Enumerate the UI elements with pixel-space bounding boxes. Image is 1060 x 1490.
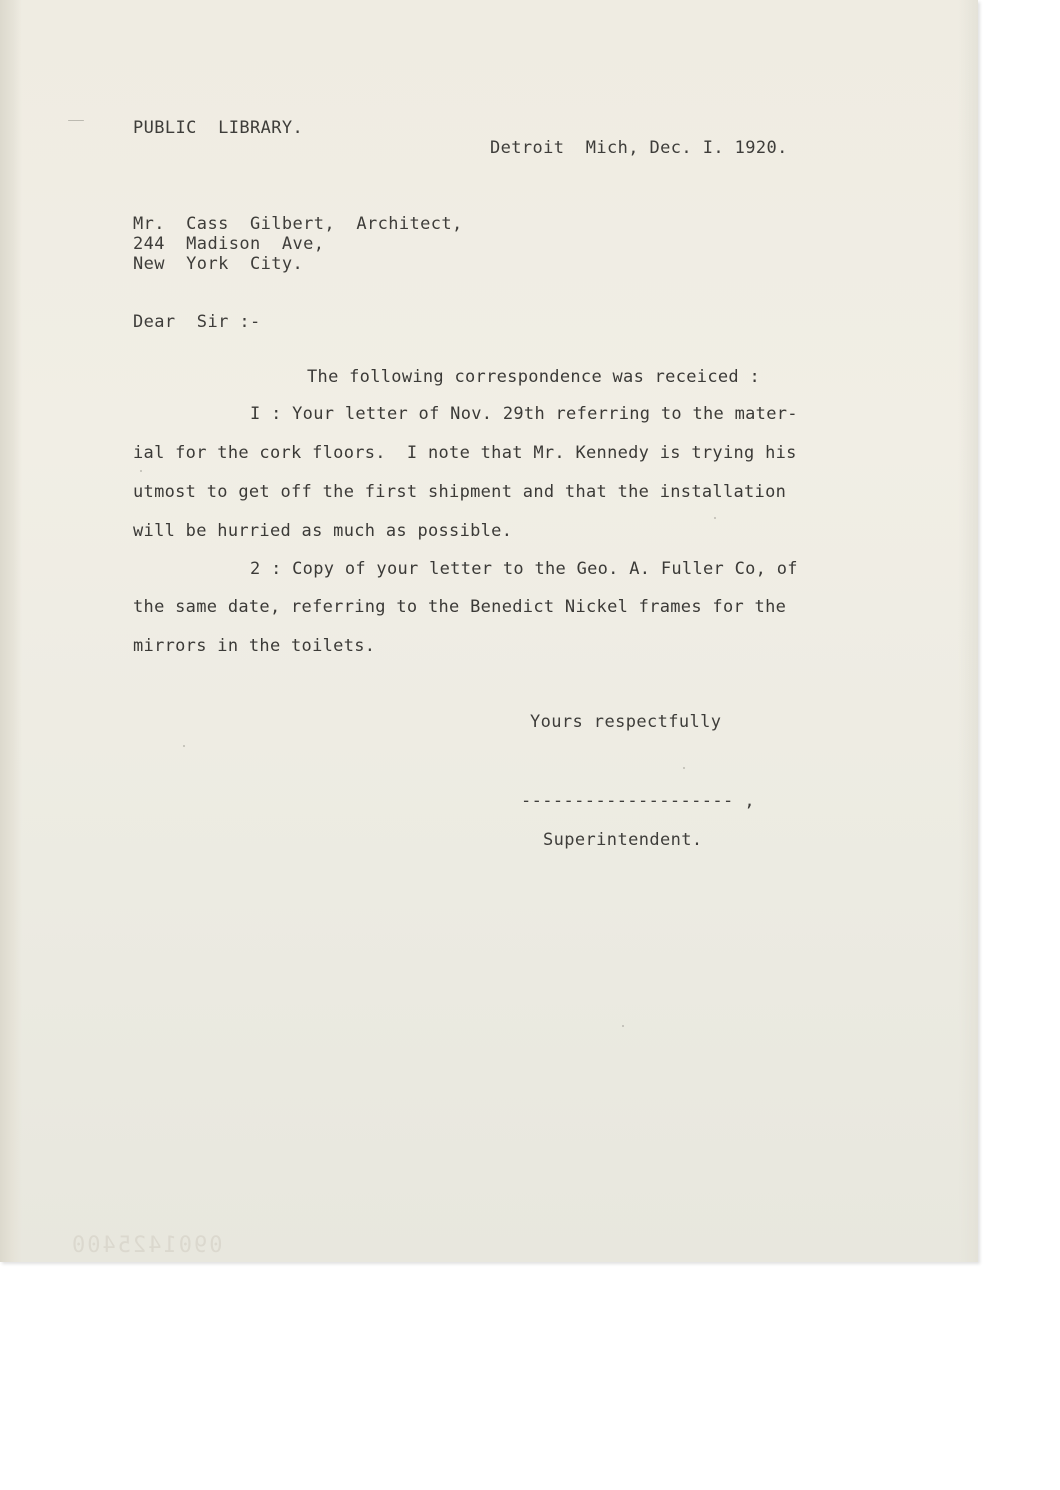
recipient-name: Mr. Cass Gilbert, Architect, <box>133 214 463 234</box>
item2-line: mirrors in the toilets. <box>133 636 376 656</box>
paper-speck <box>622 1025 624 1027</box>
recipient-street: 244 Madison Ave, <box>133 234 325 254</box>
paper-speck <box>140 470 142 472</box>
item2-line: the same date, referring to the Benedict Nickel frames for the <box>133 597 787 617</box>
item1-line: I : Your letter of Nov. 29th referring to the mater- <box>250 404 798 424</box>
signatory-title: Superintendent. <box>543 830 703 850</box>
item1-line: will be hurried as much as possible. <box>133 521 513 541</box>
signature-line: -------------------- , <box>521 791 755 811</box>
recipient-city: New York City. <box>133 254 304 274</box>
body-intro: The following correspondence was receiced : <box>307 367 760 387</box>
letterhead-place-date: Detroit Mich, Dec. I. 1920. <box>490 138 788 158</box>
paper-speck <box>714 517 716 519</box>
paper-mark <box>68 120 84 121</box>
item2-line: 2 : Copy of your letter to the Geo. A. Fuller Co, of <box>250 559 798 579</box>
paper-speck <box>183 745 185 747</box>
archive-stamp: 0901425400 <box>70 1233 223 1258</box>
item1-line: utmost to get off the first shipment and that the installation <box>133 482 787 502</box>
paper-left-edge <box>0 0 22 1262</box>
paper-speck <box>683 767 685 769</box>
valediction: Yours respectfully <box>530 712 722 732</box>
salutation: Dear Sir :- <box>133 312 261 332</box>
letterhead-institution: PUBLIC LIBRARY. <box>133 118 304 138</box>
paper-right-edge <box>958 0 978 1262</box>
item1-line: ial for the cork floors. I note that Mr. Kennedy is trying his <box>133 443 797 463</box>
